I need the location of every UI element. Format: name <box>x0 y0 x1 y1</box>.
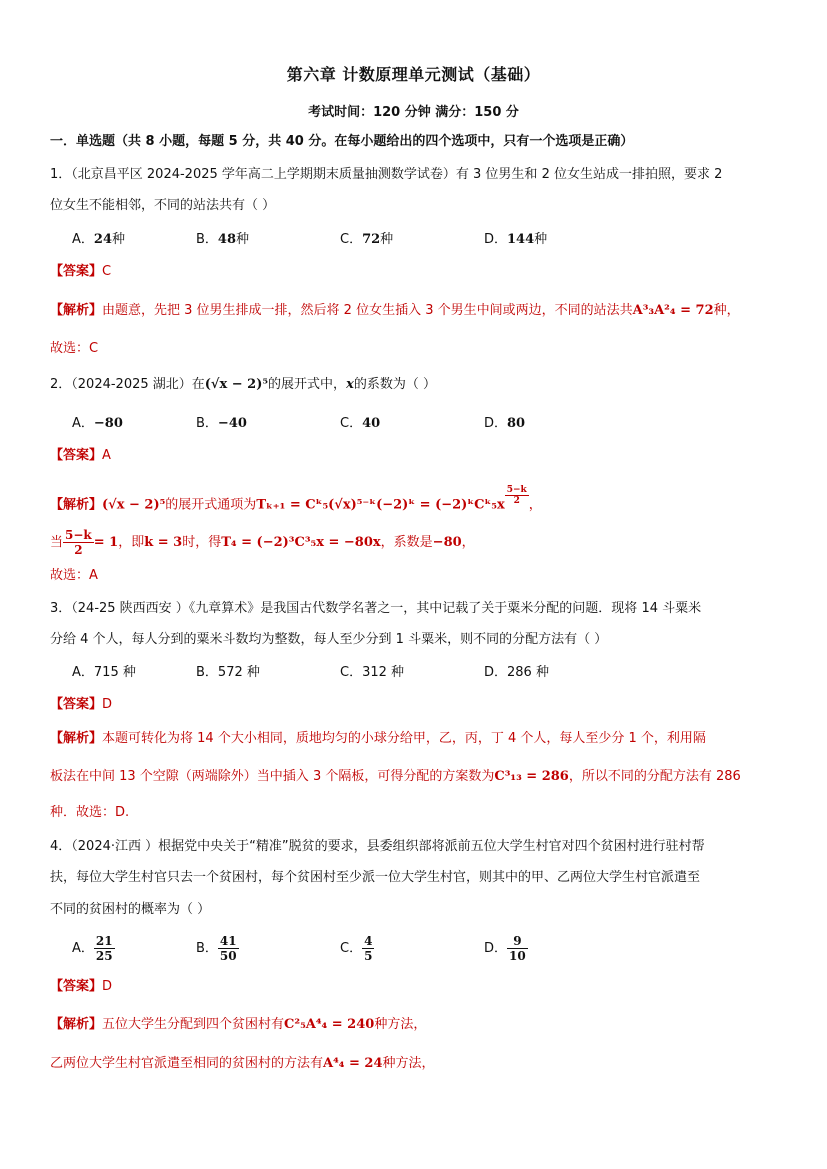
question-2-analysis-line-1: 【解析】(√x − 2)⁵的展开式通项为Tₖ₊₁ = Cᵏ₅(√x)⁵⁻ᵏ(−2)ᵏ = (−2)ᵏCᵏ₅x $\frac{5-k}{2}$ ， <box>50 485 542 513</box>
question-3-line-2: 分给 4 个人，每人分到的粟米斗数均为整数，每人至少分到 1 斗粟米，则不同的分配方法有（ ） <box>50 632 608 647</box>
question-3-line-1: 3．（24-25 陕西西安 ）《九章算术》是我国古代数学名著之一，其中记载了关于粟米分配的问题．现将 14 斗粟米 <box>50 601 702 616</box>
question-3-option-a: A．715 种 <box>72 665 136 680</box>
permutation-formula: A³₃A²₄ = 72 <box>632 303 714 318</box>
condition-fraction: $\frac{5-k}{2}$ <box>65 528 92 557</box>
question-4-option-b: B． $\frac{41}{50}$ <box>196 934 237 963</box>
exam-info: 考试时间：120 分钟 满分：150 分 <box>308 105 519 120</box>
question-1-analysis: 【解析】由题意，先把 3 位男生排成一排，然后将 2 位女生插入 3 个男生中间或两边，不同的站法共A³₃A²₄ = 72种， <box>50 303 740 318</box>
binomial-expression: (√x − 2)⁵ <box>204 377 269 392</box>
question-1-option-a: A．24种 <box>72 232 126 247</box>
question-2-analysis-line-2: 当 $\frac{5-k}{2}$ = 1，即k = 3时，得T₄ = (−2)³C³₅x = −80x，系数是−80， <box>50 528 475 557</box>
question-2-conclusion: 故选：A <box>50 568 98 583</box>
question-1-conclusion: 故选：C <box>50 341 99 356</box>
question-4-option-d: D． $\frac{9}{10}$ <box>484 934 526 963</box>
question-2-answer: 【答案】A <box>50 448 111 463</box>
general-term-formula: Tₖ₊₁ = Cᵏ₅(√x)⁵⁻ᵏ(−2)ᵏ = (−2)ᵏCᵏ₅x <box>256 497 505 513</box>
combination-formula: C³₁₃ = 286 <box>494 769 569 784</box>
question-2-option-c: C．40 <box>340 416 381 431</box>
question-2-stem: 2．（2024-2025 湖北）在(√x − 2)⁵的展开式中，x的系数为（ ） <box>50 377 436 392</box>
question-1-line-1: 1．（北京昌平区 2024-2025 学年高二上学期期末质量抽测数学试卷）有 3 位男生和 2 位女生站成一排拍照，要求 2 <box>50 167 723 182</box>
question-2-option-d: D．80 <box>484 416 526 431</box>
question-4-option-a: A． $\frac{21}{25}$ <box>72 934 113 963</box>
question-2-option-a: A．−80 <box>72 416 123 431</box>
question-3-analysis-line-2: 板法在中间 13 个空隙（两端除外）当中插入 3 个隔板，可得分配的方案数为C³₁₃ = 286，所以不同的分配方法有 286 <box>50 769 741 784</box>
question-3-option-c: C．312 种 <box>340 665 405 680</box>
question-3-option-b: B．572 种 <box>196 665 260 680</box>
exponent-fraction: $\frac{5-k}{2}$ <box>506 485 527 506</box>
question-4-line-1: 4．（2024·江西 ）根据党中央关于“精准”脱贫的要求，县委组织部将派前五位大学生村官对四个贫困村进行驻村帮 <box>50 839 705 854</box>
question-4-line-3: 不同的贫困村的概率为（ ） <box>50 902 211 917</box>
page-title: 第六章 计数原理单元测试（基础） <box>286 65 541 84</box>
question-1-option-c: C．72种 <box>340 232 394 247</box>
question-1-option-d: D．144种 <box>484 232 548 247</box>
question-4-analysis-line-1: 【解析】五位大学生分配到四个贫困村有C²₅A⁴₄ = 240种方法， <box>50 1017 427 1032</box>
question-4-line-2: 扶，每位大学生村官只去一个贫困村，每个贫困村至少派一位大学生村官，则其中的甲、乙两位大学生村官派遣至 <box>50 870 701 885</box>
question-1-line-2: 位女生不能相邻，不同的站法共有（ ） <box>50 198 276 213</box>
question-3-answer: 【答案】D <box>50 697 113 712</box>
section-heading: 一．单选题（共 8 小题，每题 5 分，共 40 分。在每小题给出的四个选项中，只有一个选项是正确） <box>50 134 634 149</box>
question-1-answer: 【答案】C <box>50 264 112 279</box>
question-1-option-b: B．48种 <box>196 232 250 247</box>
question-4-analysis-line-2: 乙两位大学生村官派遣至相同的贫困村的方法有A⁴₄ = 24种方法， <box>50 1056 435 1071</box>
question-3-analysis-line-3: 种．故选：D. <box>50 805 130 820</box>
question-3-option-d: D．286 种 <box>484 665 549 680</box>
question-2-option-b: B．−40 <box>196 416 247 431</box>
question-4-answer: 【答案】D <box>50 979 113 994</box>
question-3-analysis-line-1: 【解析】本题可转化为将 14 个大小相同，质地均匀的小球分给甲，乙，丙，丁 4 个人，每人至少分 1 个，利用隔 <box>50 731 706 746</box>
question-4-option-c: C． $\frac{4}{5}$ <box>340 934 373 963</box>
